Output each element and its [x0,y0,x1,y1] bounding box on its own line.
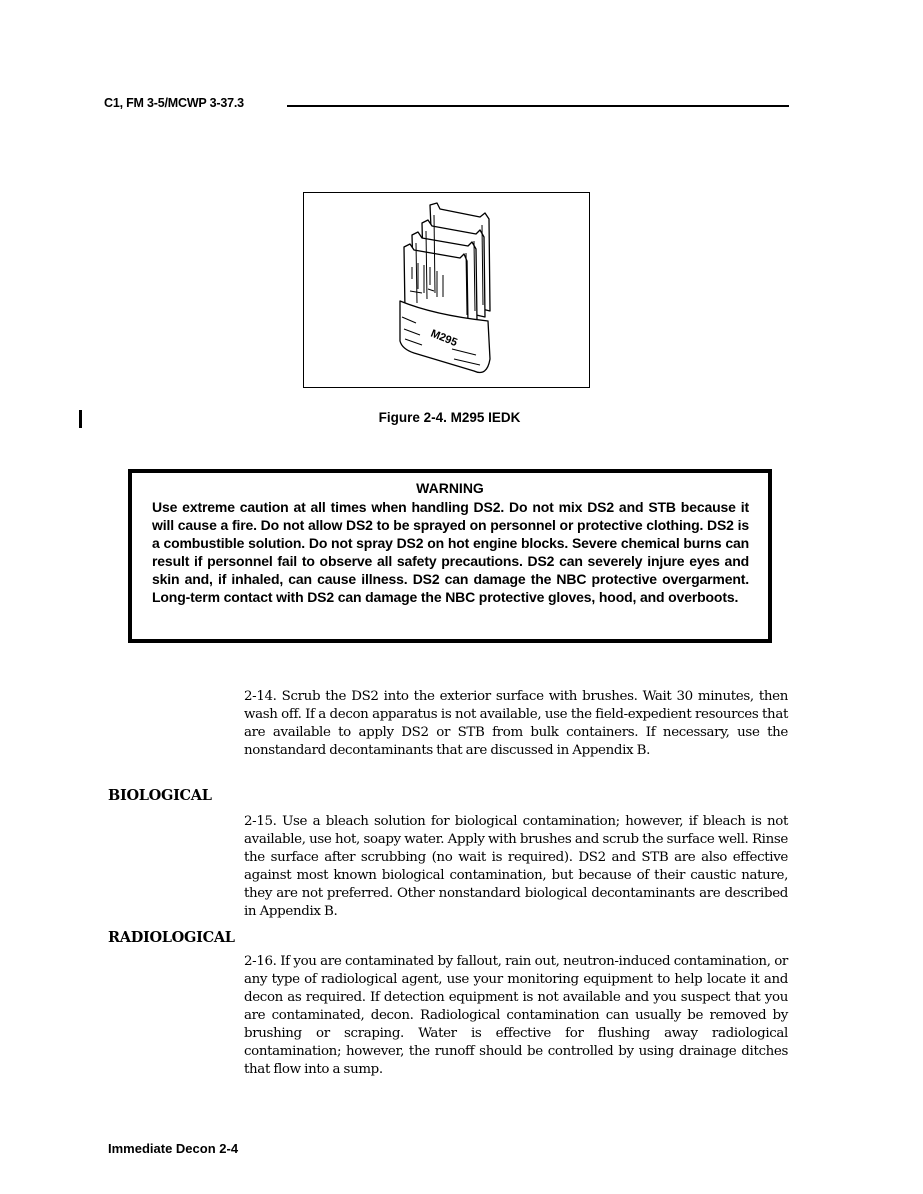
warning-text: Use extreme caution at all times when handling DS2. Do not mix DS2 and STB because it will cause a fire. Do not allow DS2 to be sprayed on personnel or protective clothing. DS2 is a combustible solution. Do not spray DS2 on hot engine blocks. Severe chemical burns can result if personnel fail to observe all safety precautions. DS2 can severely injure eyes and skin and, if inhaled, can cause illness. DS2 can damage the NBC protective overgarment. Long-term contact with DS2 can damage the NBC protective gloves, hood, and overboots. [152,499,749,605]
m295-kit-drawing [304,193,591,389]
kit-label: M295 [428,327,459,350]
page-footer: Immediate Decon 2-4 [108,1141,239,1156]
paragraph-2-15: 2-15. Use a bleach solution for biological contamination; however, if bleach is not available, use hot, soapy water. Apply with brushes and scrub the surface well. Rinse the surface after scrubbing (no wait is required). DS2 and STB are also effective against most known biological contamination, but because of their caustic nature, they are not preferred. Other nonstandard biological decontaminants are described in Appendix B. [244,814,788,919]
paragraph-2-16: 2-16. If you are contaminated by fallout, rain out, neutron-induced contamination, or any type of radiological agent, use your monitoring equipment to help locate it and decon as required. If detection equipment is not available and you suspect that you are contaminated, decon. Radiological contamination can usually be removed by brushing or scraping. Water is effective for flushing away radiological contamination; however, the runoff should be controlled by using drainage ditches that flow into a sump. [244,954,788,1077]
warning-title: WARNING [416,480,484,496]
section-heading-biological: BIOLOGICAL [108,787,212,804]
section-heading-radiological: RADIOLOGICAL [108,929,235,946]
figure-caption: Figure 2-4. M295 IEDK [378,410,521,425]
header-rule [287,105,789,107]
figure-m295-illustration [303,192,590,388]
document-id: C1, FM 3-5/MCWP 3-37.3 [104,96,244,110]
paragraph-2-14: 2-14. Scrub the DS2 into the exterior surface with brushes. Wait 30 minutes, then wash off. If a decon apparatus is not available, use the field-expedient resources that are available to apply DS2 or STB from bulk containers. If necessary, use the nonstandard decontaminants that are discussed in Appendix B. [244,689,788,758]
warning-box [128,469,772,643]
